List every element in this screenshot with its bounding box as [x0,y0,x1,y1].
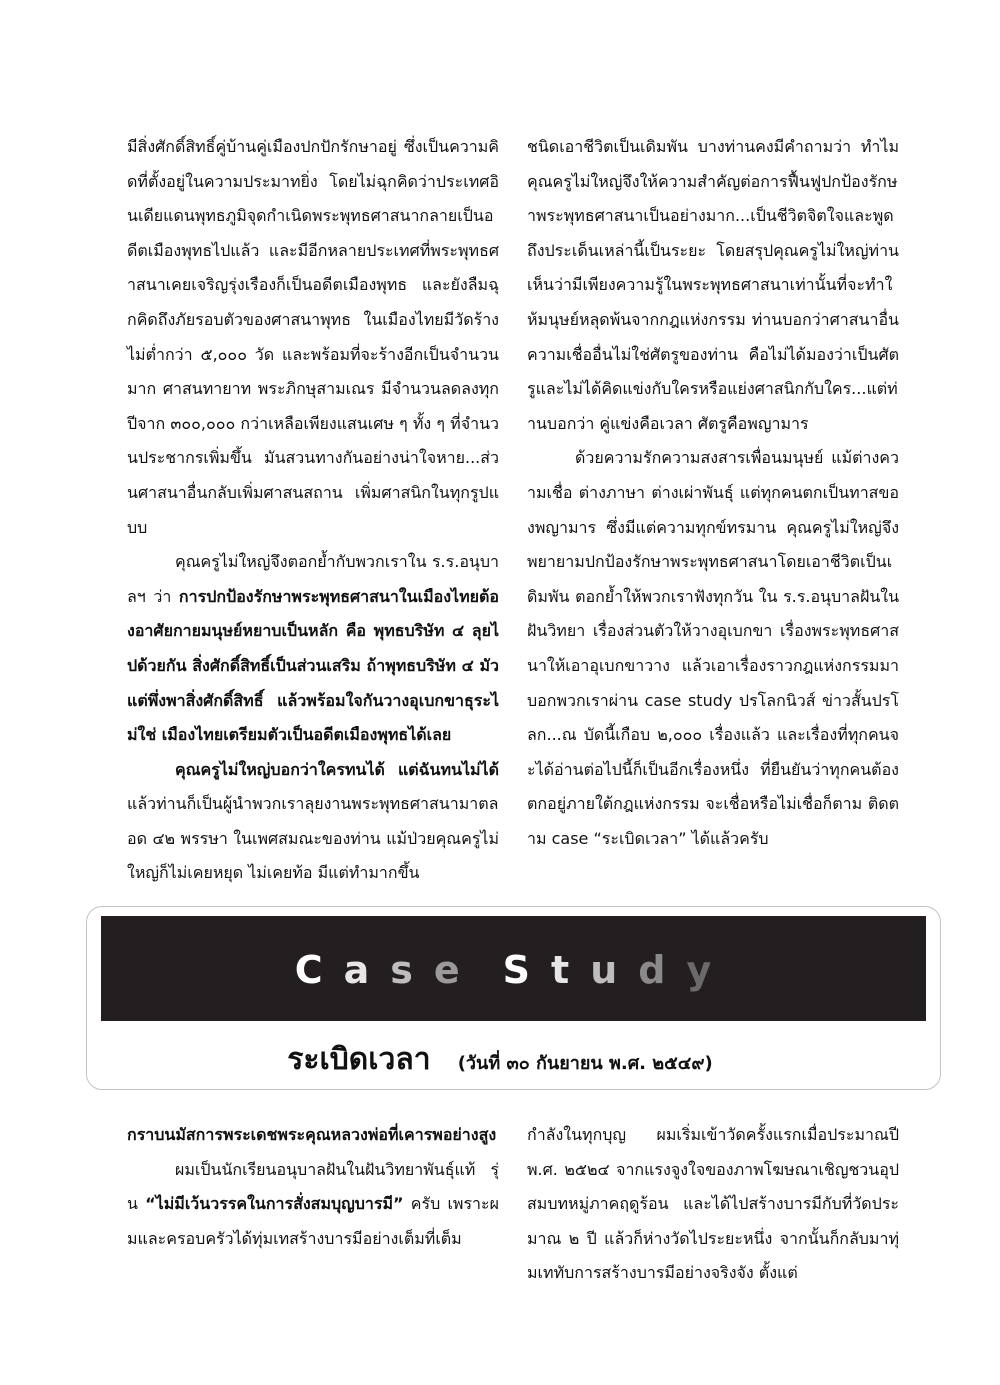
bold-text: การปกป้องรักษาพระพุทธศาสนาในเมืองไทยต้องอาศัยกายมนุษย์หยาบเป็นหลัก คือ พุทธบริษัท ๔ ลุยไปด้วยกัน สิ่งศักดิ์สิทธิ์เป็นส่วนเสริม ถ้าพุทธบริษัท ๔ มัวแต่พึ่งพาสิ่งศักดิ์สิทธิ์ แล้วพร้อมใจกันวางอุเบกขาธุระไม่ใช่ เมืองไทยเตรียมตัวเป็นอดีตเมืองพุทธได้เลย [127,586,499,745]
paragraph: มีสิ่งศักดิ์สิทธิ์คู่บ้านคู่เมืองปกปักรักษาอยู่ ซึ่งเป็นความคิดที่ตั้งอยู่ในความประมาทยิ่ง โดยไม่ฉุกคิดว่าประเทศอินเดียแดนพุทธภูมิจุดกำเนิดพระพุทธศาสนากลายเป็นอดีตเมืองพุทธไปแล้ว และมีอีกหลายประเทศที่พระพุทธศาสนาเคยเจริญรุ่งเรืองก็เป็นอดีตเมืองพุทธ และยังลืมฉุกคิดถึงภัยรอบตัวของศาสนาพุทธ ในเมืองไทยมีวัดร้างไม่ต่ำกว่า ๕,๐๐๐ วัด และพร้อมที่จะร้างอีกเป็นจำนวนมาก ศาสนทายาท พระภิกษุสามเณร มีจำนวนลดลงทุกปีจาก ๓๐๐,๐๐๐ กว่าเหลือเพียงแสนเศษ ๆ ทั้ง ๆ ที่จำนวนประชากรเพิ่มขึ้น มันสวนทางกันอย่างน่าใจหาย...ส่วนศาสนาอื่นกลับเพิ่มศาสนสถาน เพิ่มศาสนิกในทุกรูปแบบ [127,137,499,537]
banner-letter: t [551,948,591,992]
banner-letter: s [390,948,434,992]
bottom-right-column [527,1118,899,1291]
paragraph [127,545,499,753]
banner-letter: a [343,948,391,992]
paragraph-text: แล้วท่านก็เป็นผู้นำพวกเราลุยงานพระพุทธศาสนามาตลอด ๔๒ พรรษา ในเพศสมณะของท่าน แม้ป่วยคุณครูไม่ใหญ่ก็ไม่เคยหยุด ไม่เคยท้อ มีแต่ทำมากขึ้น [127,794,499,883]
case-study-banner-text [101,948,926,992]
case-title-line [0,1036,1000,1083]
bottom-left-column [127,1118,499,1256]
paragraph-text: ผมเป็นนักเรียนอนุบาลฝันในฝันวิทยาพันธุ์แท้ รุ่น [127,1159,499,1214]
banner-letter: S [502,948,552,992]
case-study-banner [101,916,926,1021]
banner-letter: C [294,948,344,992]
paragraph: ชนิดเอาชีวิตเป็นเดิมพัน บางท่านคงมีคำถามว่า ทำไมคุณครูไม่ใหญ่จึงให้ความสำคัญต่อการฟื้นฟูปกป้องรักษาพระพุทธศาสนาเป็นอย่างมาก...เป็นชีวิตจิตใจและพูดถึงประเด็นเหล่านี้เป็นระยะ โดยสรุปคุณครูไม่ใหญ่ท่านเห็นว่ามีเพียงความรู้ในพระพุทธศาสนาเท่านั้นที่จะทำให้มนุษย์หลุดพ้นจากกฎแห่งกรรม ท่านบอกว่าศาสนาอื่นความเชื่ออื่นไม่ใช่ศัตรูของท่าน คือไม่ได้มองว่าเป็นศัตรูและไม่ได้คิดแข่งกับใครหรือแย่งศาสนิกกับใคร...แต่ท่านบอกว่า คู่แข่งคือเวลา ศัตรูคือพญามาร [527,137,899,433]
bold-text: คุณครูไม่ใหญ่บอกว่าใครทนได้ แต่ฉันทนไม่ได้ [175,759,499,779]
banner-letter: d [638,948,687,992]
top-left-column [127,130,499,891]
paragraph [127,1153,499,1257]
banner-letter: e [433,948,481,992]
paragraph: ด้วยความรักความสงสารเพื่อนมนุษย์ แม้ต่างความเชื่อ ต่างภาษา ต่างเผ่าพันธุ์ แต่ทุกคนตกเป็นทาสของพญามาร ซึ่งมีแต่ความทุกข์ทรมาน คุณครูไม่ใหญ่จึงพยายามปกป้องรักษาพระพุทธศาสนาโดยเอาชีวิตเป็นเดิมพัน ตอกย้ำให้พวกเราฟังทุกวัน ใน ร.ร.อนุบาลฝันในฝันวิทยา เรื่องส่วนตัวให้วางอุเบกขา เรื่องพระพุทธศาสนาให้เอาอุเบกขาวาง แล้วเอาเรื่องราวกฎแห่งกรรมมาบอกพวกเราผ่าน case study ปรโลกนิวส์ ข่าวสั้นปรโลก...ณ บัดนี้เกือบ ๒,๐๐๐ เรื่องแล้ว และเรื่องที่ทุกคนจะได้อ่านต่อไปนี้ก็เป็นอีกเรื่องหนึ่ง ที่ยืนยันว่าทุกคนต้องตกอยู่ภายใต้กฎแห่งกรรม จะเชื่อหรือไม่เชื่อก็ตาม ติดตาม case “ระเบิดเวลา” ได้แล้วครับ [527,448,899,848]
heading-text: กราบนมัสการพระเดชพระคุณหลวงพ่อที่เคารพอย่างสูง [127,1125,497,1144]
paragraph [127,753,499,891]
banner-letter: y [686,948,733,992]
paragraph-text: คุณครูไม่ใหญ่จึงตอกย้ำกับพวกเราใน ร.ร.อนุบาลฯ ว่า [127,552,499,606]
paragraph-text: ครับ เพราะผมและครอบครัวได้ทุ่มเทสร้างบารมีอย่างเต็มที่เต็ม [127,1194,500,1248]
case-date: (วันที่ ๓๐ กันยายน พ.ศ. ๒๕๔๙) [457,1053,713,1074]
top-right-column [527,130,899,856]
bold-text: “ไม่มีเว้นวรรคในการสั่งสมบุญบารมี” [145,1194,404,1214]
letter-heading [127,1118,499,1153]
banner-space [481,948,503,992]
paragraph: กำลังในทุกบุญ ผมเริ่มเข้าวัดครั้งแรกเมื่อประมาณปี พ.ศ. ๒๕๒๔ จากแรงจูงใจของภาพโฆษณาเชิญชวนอุปสมบทหมู่ภาคฤดูร้อน และได้ไปสร้างบารมีกับที่วัดประมาณ ๒ ปี แล้วก็ห่างวัดไประยะหนึ่ง จากนั้นก็กลับมาทุ่มเททับการสร้างบารมีอย่างจริงจัง ตั้งแต่ [527,1125,899,1283]
banner-letter: u [590,948,639,992]
case-title: ระเบิดเวลา [287,1042,431,1077]
